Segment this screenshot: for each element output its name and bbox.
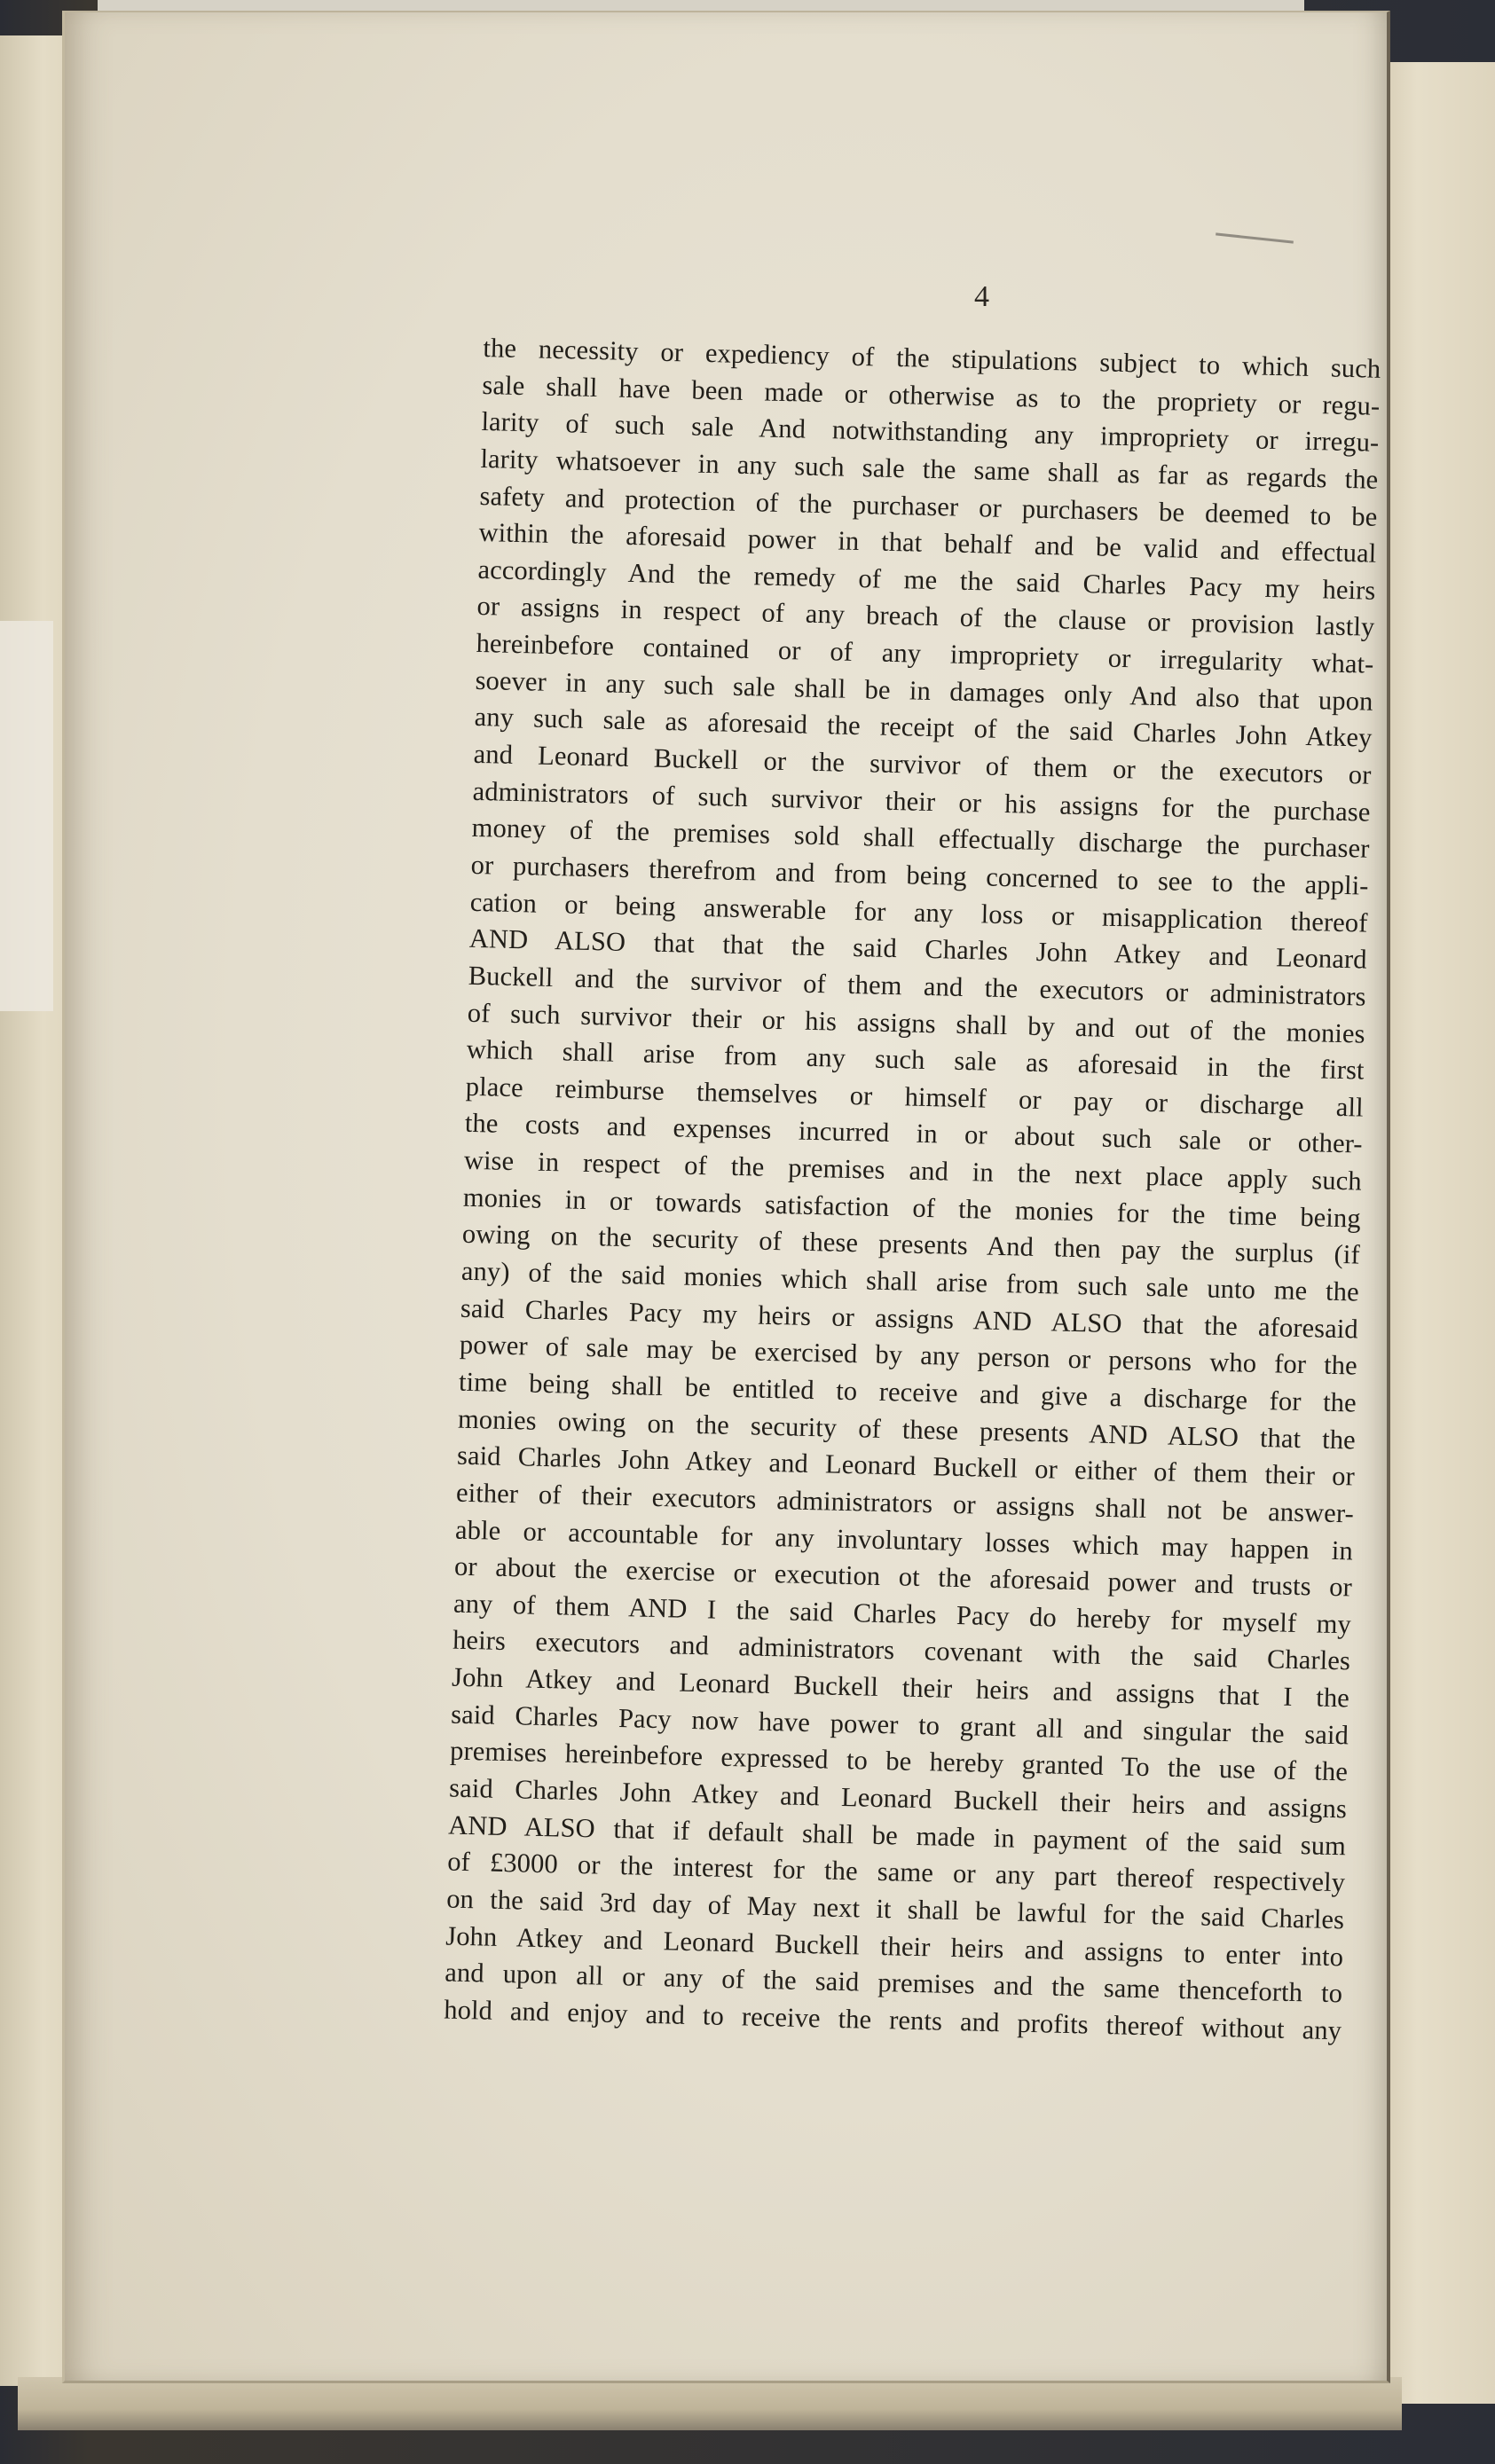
text-line: or assigns in respect of any breach of the clause or provision lastly	[476, 591, 1375, 643]
text-line: monies in or towards satisfaction of the monies for the time being	[462, 1181, 1362, 1234]
paper-strip-left	[0, 621, 53, 1011]
facing-page-edge-right	[1380, 62, 1495, 2404]
text-line: larity of such sale And notwithstanding any impropriety or irregu-	[481, 406, 1380, 459]
body-text	[444, 330, 1381, 2050]
text-line: accordingly And the remedy of me the said Charles Pacy my heirs	[477, 553, 1376, 606]
text-line: within the aforesaid power in that behalf and be valid and effectual	[478, 517, 1377, 569]
text-line: the necessity or expediency of the stipulations subject to which such	[483, 332, 1381, 384]
stacked-pages-bottom-edge	[18, 2377, 1402, 2430]
text-line: of £3000 or the interest for the same or any part thereof respectively	[446, 1846, 1346, 1898]
text-line: or about the exercise or execution ot the aforesaid power and trusts or	[453, 1550, 1353, 1603]
text-line: hold and enjoy and to receive the rents and profits thereof without any	[443, 1994, 1342, 2046]
text-line: which shall arise from any such sale as aforesaid in the first	[466, 1033, 1365, 1086]
text-line: or purchasers therefrom and from being concerned to see to the appli-	[470, 849, 1369, 901]
text-line: on the said 3rd day of May next it shall be lawful for the said Charles	[445, 1883, 1345, 1935]
text-line: said Charles Pacy now have power to grant all and singular the said	[450, 1699, 1349, 1751]
text-line: John Atkey and Leonard Buckell their heirs and assigns that I the	[451, 1661, 1350, 1714]
text-line: either of their executors administrators or assigns shall not be answer-	[455, 1477, 1355, 1529]
text-line: administrators of such survivor their or his assigns for the purchase	[472, 775, 1371, 828]
text-line: premises hereinbefore expressed to be hereby granted To the use of the	[449, 1735, 1349, 1787]
text-line: time being shall be entitled to receive and give a discharge for the	[458, 1366, 1357, 1418]
text-line: monies owing on the security of these presents AND ALSO that the	[457, 1403, 1357, 1456]
text-line: place reimburse themselves or himself or pay or discharge all	[465, 1071, 1365, 1123]
text-line: said Charles Pacy my heirs or assigns AND ALSO that the aforesaid	[460, 1292, 1359, 1345]
text-line: hereinbefore contained or of any impropriety or irregularity what-	[476, 628, 1374, 679]
text-line: soever in any such sale shall be in damages only And also that upon	[475, 664, 1373, 717]
text-line: cation or being answerable for any loss or misapplication thereof	[469, 886, 1368, 938]
text-line: power of sale may be exercised by any person or persons who for the	[459, 1329, 1358, 1381]
text-line: said Charles John Atkey and Leonard Buckell or either of them their or	[456, 1440, 1356, 1492]
text-line: the costs and expenses incurred in or about such sale or other-	[464, 1108, 1364, 1160]
text-line: any) of the said monies which shall arise from such sale unto me the	[460, 1255, 1360, 1307]
text-line: wise in respect of the premises and in the next place apply such	[463, 1144, 1363, 1197]
text-line: safety and protection of the purchaser or purchasers be deemed to be	[479, 480, 1378, 532]
text-line: John Atkey and Leonard Buckell their heirs and assigns to enter into	[445, 1920, 1344, 1972]
text-line: Buckell and the survivor of them and the executors or administrators	[468, 960, 1366, 1012]
text-line: money of the premises sold shall effectually discharge the purchaser	[471, 812, 1370, 865]
text-line: AND ALSO that if default shall be made in payment of the said sum	[447, 1809, 1347, 1861]
text-line: able or accountable for any involuntary losses which may happen in	[454, 1514, 1354, 1566]
page-number: 4	[974, 280, 989, 313]
text-line: said Charles John Atkey and Leonard Buckell their heirs and assigns	[448, 1772, 1348, 1824]
text-line: owing on the security of these presents And then pay the surplus (if	[461, 1219, 1361, 1270]
text-line: of such survivor their or his assigns shall by and out of the monies	[467, 997, 1365, 1049]
text-line: larity whatsoever in any such sale the same shall as far as regards the	[480, 443, 1379, 495]
text-line: and Leonard Buckell or the survivor of them or the executors or	[473, 738, 1372, 790]
text-line: sale shall have been made or otherwise as to the propriety or regu-	[482, 369, 1381, 421]
text-line: any of them AND I the said Charles Pacy do hereby for myself my	[452, 1588, 1352, 1640]
text-line: AND ALSO that that the said Charles John Atkey and Leonard	[468, 923, 1367, 975]
text-line: any such sale as aforesaid the receipt of the said Charles John Atkey	[474, 702, 1373, 754]
text-line: and upon all or any of the said premises and the same thenceforth to	[444, 1957, 1343, 2009]
text-line: heirs executors and administrators covenant with the said Charles	[452, 1625, 1351, 1676]
